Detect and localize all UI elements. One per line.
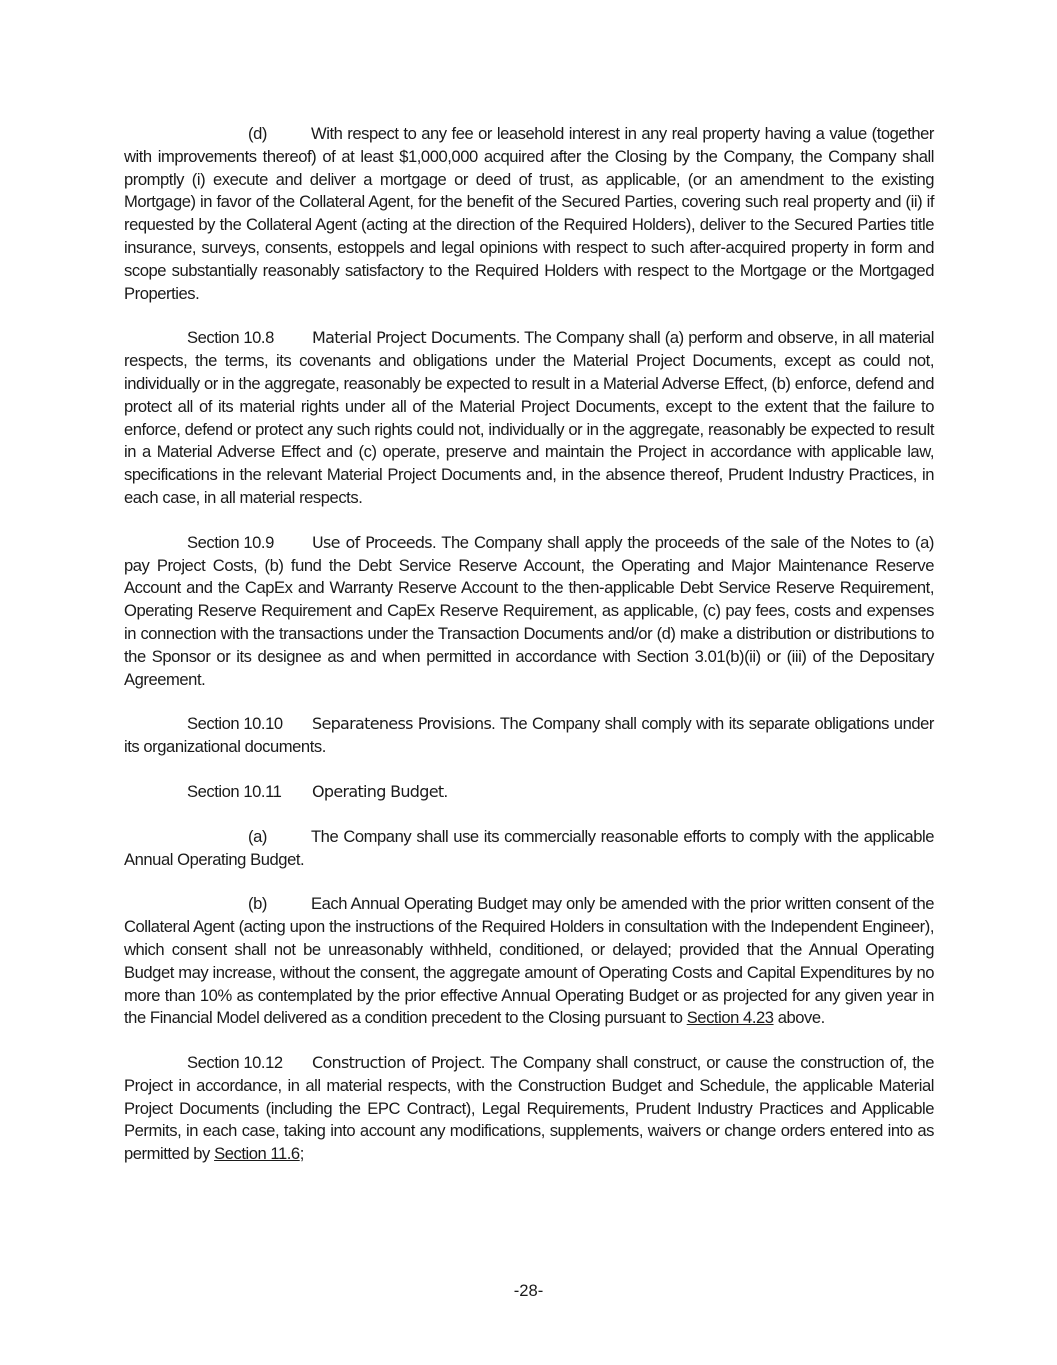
section-text: . The Company shall (a) perform and observe, in all material respects, the terms, its covenants and obligations under the Material Project Documents, except as could not, individually or in the aggregate, reasonably be expected to result in a Material Adverse Effect, (b) enforce, defend and protect all of its material rights under all of the Material Project Documents, except to the extent that the failure to enforce, defend or protect any such rights could not, individually or in the aggregate, reasonably be expected to result in a Material Adverse Effect and (c) operate, preserve and maintain the Project in accordance with applicable law, specifications in the relevant Material Project Documents and, in the absence thereof, Prudent Industry Practices, in each case, in all material respects. <box>124 328 935 507</box>
section-10-12 <box>124 1052 934 1166</box>
section-title: Separateness Provisions <box>312 714 492 734</box>
paragraph-b <box>124 893 934 1030</box>
section-text: . The Company shall apply the proceeds of the sale of the Notes to (a) pay Project Costs, (b) fund the Debt Service Reserve Account, the Operating and Major Maintenance Reserve Account and the CapEx and Warranty Reserve Account to the then-applicable Debt Service Reserve Requirement, Operating Reserve Requirement and CapEx Reserve Requirement, as applicable, (c) pay fees, costs and expenses in connection with the transactions under the Transaction Documents and/or (d) make a distribution or distributions to the Sponsor or its designee as and when permitted in accordance with Section 3.01(b)(ii) or (iii) of the Depositary Agreement. <box>124 532 934 689</box>
section-text: . <box>443 781 448 801</box>
section-text: . The Company shall comply with its separate obligations under its organizational documents. <box>124 714 934 757</box>
paragraph-text: With respect to any fee or leasehold interest in any real property having a value (together with improvements thereof) of at least $1,000,000 acquired after the Closing by the Company, the Company shall promptly (i) execute and deliver a mortgage or deed of trust, as applicable, (or an amendment to the existing Mortgage) in favor of the Collateral Agent, for the benefit of the Secured Parties, covering such real property and (ii) if requested by the Collateral Agent (acting at the direction of the Required Holders), deliver to the Secured Parties title insurance, surveys, consents, estoppels and legal opinions with respect to such after-acquired property in form and scope substantially reasonably satisfactory to the Required Holders with respect to the Mortgage or the Mortgaged Properties. <box>124 124 934 303</box>
paragraph-label: (a) <box>248 826 267 846</box>
section-4-23-reference[interactable]: Section 4.23 <box>686 1008 774 1028</box>
section-10-9 <box>124 532 934 692</box>
section-title: Construction of Project <box>312 1053 481 1073</box>
section-10-11 <box>124 781 934 804</box>
section-title: Material Project Documents <box>312 328 516 348</box>
section-number: Section 10.10 <box>187 714 283 734</box>
section-number: Section 10.9 <box>187 532 274 552</box>
section-title: Operating Budget <box>312 781 444 801</box>
section-text-end: ; <box>299 1144 304 1164</box>
section-title: Use of Proceeds <box>312 532 432 552</box>
paragraph-text: The Company shall use its commercially reasonable efforts to comply with the applicable Annual Operating Budget. <box>124 826 934 869</box>
section-number: Section 10.8 <box>187 328 274 348</box>
paragraph-d <box>124 123 934 305</box>
paragraph-label: (b) <box>248 894 267 914</box>
section-10-8 <box>124 327 934 509</box>
page-number: -28- <box>513 1281 544 1300</box>
paragraph-text: Each Annual Operating Budget may only be amended with the prior written consent of the Collateral Agent (acting upon the instructions of the Required Holders in consultation with the Independent Engineer), which consent shall not be unreasonably withheld, conditioned, or delayed; provided that the Annual Operating Budget may increase, without the consent, the aggregate amount of Operating Costs and Capital Expenditures by no more than 10% as contemplated by the prior effective Annual Operating Budget or as projected for any given year in the Financial Model delivered as a condition precedent to the Closing pursuant to <box>124 894 934 1028</box>
document-page <box>124 123 934 1188</box>
paragraph-label: (d) <box>248 124 267 143</box>
section-number: Section 10.11 <box>187 781 282 801</box>
section-number: Section 10.12 <box>187 1053 283 1073</box>
section-text: . The Company shall construct, or cause the construction of, the Project in accordance, in all material respects, with the Construction Budget and Schedule, the applicable Material Project Documents (including the EPC Contract), Legal Requirements, Prudent Industry Practices and Applicable Permits, in each case, taking into account any modifications, supplements, waivers or change orders entered into as permitted by <box>124 1053 934 1164</box>
paragraph-text-end: above. <box>773 1008 825 1028</box>
paragraph-a <box>124 826 934 872</box>
section-10-10 <box>124 713 934 759</box>
section-11-6-reference[interactable]: Section 11.6 <box>214 1144 300 1164</box>
